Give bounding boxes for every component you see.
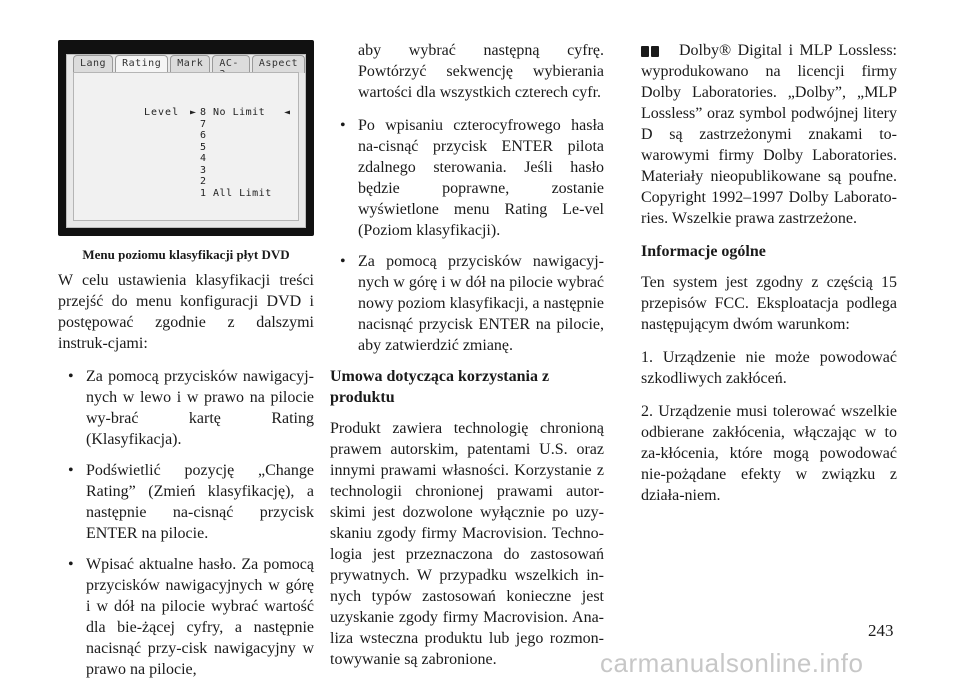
level-item: 7 [200,118,207,130]
bullet-item: • Po wpisaniu czterocyfrowego hasła na-cisnąć przycisk ENTER pilota zdalnego sterowania. Jeśli hasło będzie poprawne, zostanie wyświetlone menu Rating Le-vel (Poziom klasyfikacji). [340,117,604,239]
dvd-rating-screen-image [58,40,314,236]
section-heading: Informacje ogólne [641,243,766,260]
tab-rating: Rating [115,55,168,73]
dolby-paragraph: Dolby® Digital i MLP Lossless: wyprodukowano na licencji firmy Dolby Laboratories. „Dolby”, „MLP Lossless” oraz symbol podwójnej litery D są zastrzeżonymi znakami to-warowymi firmy Dolby Laboratories. Materiały nieopublikowane są poufne. Copyright 1992–1997 Dolby Laborato-ries. Wszelkie prawa zastrzeżone. [641,42,897,227]
screen-frame [66,54,306,228]
license-paragraph: Produkt zawiera technologię chronioną prawem autorskim, patentami U.S. oraz innymi prawami własności. Korzystanie z technologii chronionej prawami autor-skimi jest dozwolone wyłącznie po uzy-skaniu zgody firmy Macrovision. Techno-logia jest przeznaczona do zastosowań prywatnych. W przypadku wszelkich in-nych typów zastosowań konieczne jest uzyskanie zgody firmy Macrovision. Ana-liza wsteczna produktu lub jego rozmon-towywanie są zabronione. [330,420,604,668]
intro-paragraph: W celu ustawienia klasyfikacji treści przejść do menu konfiguracji DVD i postępować zgodnie z dalszymi instruk-cjami: [58,272,314,352]
figure-caption: Menu poziomu klasyfikacji płyt DVD [82,247,290,262]
bullet-item: • Wpisać aktualne hasło. Za pomocą przycisków nawigacyjnych w górę i w dół na pilocie wybrać wartość dla bie-żącej cyfry, a następnie nacisnąć przy-cisk nawigacyjny w prawo na pilocie, [68,556,314,678]
column-3 [641,40,897,518]
bullet-item: • Podświetlić pozycję „Change Rating” (Zmień klasyfikację), a następnie na-cisnąć przycisk ENTER na pilocie. [68,462,314,542]
dolby-logo-icon [641,46,659,57]
bullet-item: • Za pomocą przycisków nawigacyj-nych w górę i w dół na pilocie wybrać nowy poziom klasyfikacji, a następnie nacisnąć przycisk ENTER na pilocie, aby zatwierdzić zmianę. [340,253,604,354]
level-item: 4 [200,153,207,164]
level-item: 1 All Limit [200,187,272,199]
watermark: carmanualsonline.info [600,648,864,678]
tab-ac3: AC- [212,55,250,73]
screen-tabs [73,55,305,73]
level-item: 2 [200,176,207,187]
column-2 [330,40,604,670]
fcc-condition-2: 2. Urządzenie musi tolerować wszelkie odbierane zakłócenia, włączając w to za-kłócenia, które mogą powodować nie-pożądane efekty w związku z działa-niem. [641,403,897,504]
arrow-right-icon: ► [190,107,197,118]
level-item: 6 [200,130,207,141]
section-heading: Umowa dotycząca korzystania z produktu [330,368,550,406]
continuation-paragraph: aby wybrać następną cyfrę. Powtórzyć sekwencję wybierania wartości dla wszystkich czterech cyfr. [358,42,604,101]
level-item: 8 No Limit [200,107,266,118]
bullet-item: • Za pomocą przycisków nawigacyj-nych w lewo i w prawo na pilocie wy-brać kartę Rating (Klasyfikacja). [68,368,314,448]
tab-aspect: Aspect [252,55,305,73]
column-1 [58,270,314,690]
level-item: 5 [200,141,207,153]
fcc-condition-1: 1. Urządzenie nie może powodować szkodliwych zakłóceń. [641,349,897,387]
level-item: 3 [200,164,207,176]
fcc-paragraph: Ten system jest zgodny z częścią 15 przepisów FCC. Eksploatacja podlega następującym dwóm warunkom: [641,274,897,333]
page-number: 243 [868,621,894,640]
tab-lang: Lang [73,55,113,73]
level-list [200,107,272,199]
arrow-left-icon: ◄ [284,107,291,118]
rating-menu-panel [73,72,299,221]
level-label: Level [144,107,180,118]
tab-mark: Mark [170,55,210,73]
